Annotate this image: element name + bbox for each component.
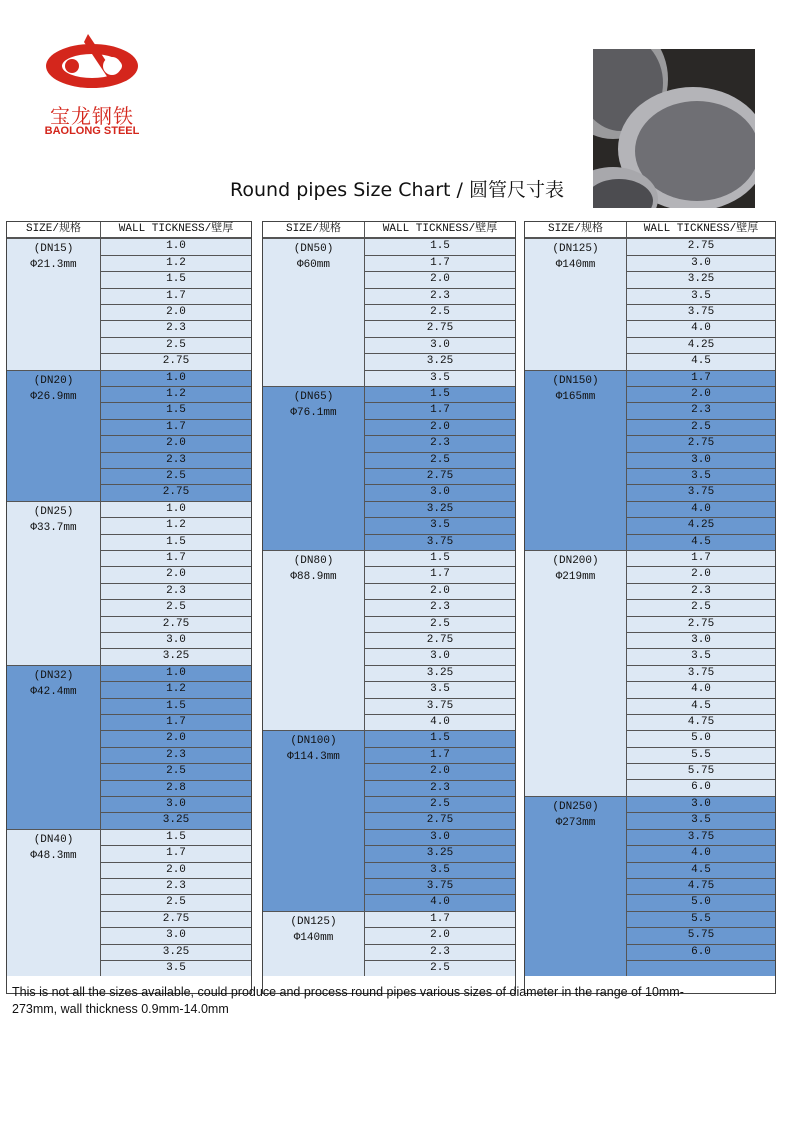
wall-thickness-cell: 5.5 [627,748,775,764]
wall-thickness-cell: 2.5 [101,600,251,616]
wall-thickness-cell: 3.0 [365,338,515,354]
logo-text-en: BAOLONG STEEL [44,125,140,137]
wall-thickness-cell: 1.5 [365,387,515,403]
wall-thickness-cell: 2.75 [627,436,775,452]
wall-list [627,371,775,550]
wall-thickness-cell: 2.75 [365,813,515,829]
wall-thickness-cell: 1.7 [101,420,251,436]
wall-thickness-cell: 1.7 [365,256,515,272]
size-dn: (DN200) [552,555,599,567]
wall-thickness-cell: 2.3 [627,584,775,600]
wall-thickness-cell: 3.75 [627,305,775,321]
wall-list [365,387,515,550]
header-size: SIZE/规格 [525,222,627,237]
size-dn: (DN250) [552,801,599,813]
wall-thickness-cell: 3.0 [101,633,251,649]
wall-thickness-cell: 5.75 [627,764,775,780]
wall-thickness-cell: 1.5 [101,403,251,419]
size-cell [263,239,365,386]
wall-thickness-cell: 4.25 [627,518,775,534]
wall-thickness-cell: 2.5 [365,797,515,813]
wall-thickness-cell: 3.5 [627,813,775,829]
wall-thickness-cell: 2.75 [627,239,775,255]
size-cell [525,551,627,796]
wall-list [627,239,775,369]
wall-thickness-cell: 2.3 [101,748,251,764]
size-od: Φ140mm [293,931,334,944]
wall-thickness-cell: 3.0 [365,485,515,501]
wall-thickness-cell: 2.5 [365,617,515,633]
wall-thickness-cell: 2.5 [365,305,515,321]
wall-thickness-cell: 3.0 [627,797,775,813]
size-dn: (DN40) [33,833,74,846]
size-od: Φ42.4mm [30,685,77,698]
size-od: Φ88.9mm [290,571,337,583]
size-group [7,370,251,501]
wall-thickness-cell: 2.3 [365,600,515,616]
size-od: Φ76.1mm [290,407,337,419]
wall-list [365,731,515,910]
wall-thickness-cell: 2.0 [627,387,775,403]
wall-thickness-cell: 2.0 [627,567,775,583]
wall-thickness-cell: 2.0 [365,420,515,436]
size-od: Φ219mm [555,571,596,583]
wall-list [101,239,251,369]
wall-thickness-cell: 3.25 [365,354,515,370]
size-table-1 [6,221,252,994]
wall-thickness-cell: 2.0 [101,567,251,583]
wall-thickness-cell: 4.0 [627,846,775,862]
wall-thickness-cell: 5.5 [627,912,775,928]
size-cell [263,387,365,550]
logo-text-cn: 宝龙钢铁 [50,104,134,128]
wall-thickness-cell: 3.5 [365,863,515,879]
size-dn: (DN80) [293,555,334,567]
wall-thickness-cell: 2.75 [101,912,251,928]
size-group [525,550,775,796]
size-od: Φ273mm [555,817,596,829]
wall-thickness-cell: 3.25 [627,272,775,288]
wall-thickness-cell: 2.0 [365,764,515,780]
wall-thickness-cell: 1.5 [365,551,515,567]
size-od: Φ60mm [296,259,330,272]
wall-thickness-cell: 2.5 [627,420,775,436]
size-cell [525,239,627,369]
wall-thickness-cell: 3.5 [430,371,450,384]
wall-thickness-cell: 4.5 [627,863,775,879]
size-group [263,386,515,550]
wall-thickness-cell: 2.75 [365,633,515,649]
size-cell [7,830,101,977]
size-od: Φ140mm [555,259,596,272]
size-od: Φ165mm [555,390,596,403]
size-od: Φ48.3mm [30,849,77,862]
wall-thickness-cell: 1.7 [627,371,775,387]
wall-thickness-cell: 4.5 [627,699,775,715]
size-group [7,665,251,829]
wall-list [627,551,775,796]
header-wall: WALL TICKNESS/壁厚 [118,223,234,235]
wall-thickness-cell: 2.3 [365,289,515,305]
wall-thickness-cell: 1.0 [101,371,251,387]
wall-thickness-cell: 2.75 [365,469,515,485]
wall-thickness-cell: 3.5 [365,518,515,534]
wall-thickness-cell: 2.0 [101,436,251,452]
wall-thickness-cell: 2.0 [365,584,515,600]
size-od: Φ26.9mm [30,390,77,403]
page-title: Round pipes Size Chart / 圆管尺寸表 [230,179,564,201]
size-cell [263,731,365,910]
wall-thickness-cell: 3.75 [627,666,775,682]
wall-list [627,797,775,976]
wall-thickness-cell: 2.3 [365,781,515,797]
wall-thickness-cell: 2.3 [365,436,515,452]
wall-thickness-cell: 1.7 [627,551,775,567]
size-group [7,238,251,369]
wall-thickness-cell: 2.0 [365,928,515,944]
size-dn: (DN125) [552,243,599,256]
wall-thickness-cell: 2.0 [101,863,251,879]
wall-thickness-cell: 6.0 [627,945,775,961]
wall-thickness-cell: 1.7 [101,289,251,305]
wall-thickness-cell: 2.5 [101,338,251,354]
size-dn: (DN20) [33,374,74,387]
wall-thickness-cell: 4.25 [627,338,775,354]
wall-thickness-cell: 3.5 [627,469,775,485]
wall-list [101,666,251,829]
wall-list [365,912,515,977]
wall-thickness-cell: 2.3 [101,584,251,600]
wall-thickness-cell: 2.3 [627,403,775,419]
size-cell [263,551,365,730]
size-group [7,501,251,665]
footnote: This is not all the sizes available, could produce and process round pipes various sizes of diameter in the range of 10mm-273mm, wall thickness 0.9mm-14.0mm [12,985,684,1016]
logo-mark-icon [28,20,156,100]
size-od: Φ33.7mm [30,521,77,534]
size-od: Φ21.3mm [30,259,77,272]
wall-thickness-cell: 4.0 [627,682,775,698]
wall-thickness-cell: 2.5 [101,469,251,485]
wall-thickness-cell: 2.75 [101,617,251,633]
size-cell [7,239,101,369]
wall-thickness-cell: 2.3 [365,945,515,961]
wall-thickness-cell: 5.0 [627,731,775,747]
wall-list [365,239,515,386]
wall-thickness-cell: 2.5 [101,764,251,780]
wall-thickness-cell: 3.75 [426,535,454,548]
wall-thickness-cell: 6.0 [691,781,711,794]
wall-thickness-cell: 1.5 [101,272,251,288]
wall-thickness-cell: 2.75 [365,321,515,337]
wall-thickness-cell: 4.5 [691,355,711,368]
size-dn: (DN150) [552,374,599,387]
wall-thickness-cell: 4.0 [430,896,450,909]
wall-thickness-cell: 1.2 [101,387,251,403]
size-group [525,370,775,550]
wall-thickness-cell: 4.75 [627,715,775,731]
wall-thickness-cell: 2.75 [627,617,775,633]
wall-thickness-cell: 3.25 [365,846,515,862]
wall-thickness-cell: 2.0 [365,272,515,288]
wall-thickness-cell: 4.0 [430,715,450,728]
wall-list [101,371,251,501]
size-dn: (DN100) [290,735,337,748]
wall-thickness-cell: 1.2 [101,256,251,272]
wall-thickness-cell: 2.75 [162,355,190,368]
wall-thickness-cell: 1.5 [101,699,251,715]
wall-thickness-cell: 2.75 [162,486,190,499]
wall-thickness-cell: 3.75 [627,830,775,846]
wall-thickness-cell: 1.2 [101,518,251,534]
size-group [263,238,515,386]
wall-thickness-cell: 5.0 [627,895,775,911]
wall-thickness-cell: 2.5 [627,600,775,616]
wall-thickness-cell: 2.5 [101,895,251,911]
wall-thickness-cell: 1.7 [101,551,251,567]
wall-thickness-cell: 1.5 [101,535,251,551]
size-dn: (DN65) [293,391,334,403]
size-od: Φ114.3mm [287,751,340,764]
size-cell [525,797,627,976]
wall-thickness-cell: 3.25 [162,650,190,663]
size-dn: (DN25) [33,505,74,518]
header-wall: WALL TICKNESS/壁厚 [382,223,498,235]
table-header [525,222,775,238]
wall-thickness-cell: 2.0 [101,731,251,747]
company-logo [28,20,156,148]
wall-thickness-cell: 2.5 [365,453,515,469]
size-group [525,796,775,976]
size-table-2 [262,221,516,994]
wall-thickness-cell: 4.75 [627,879,775,895]
table-header [263,222,515,238]
wall-thickness-cell: 3.25 [101,945,251,961]
wall-thickness-cell: 1.5 [365,239,515,255]
table-header [7,222,251,238]
wall-thickness-cell: 3.75 [365,699,515,715]
wall-thickness-cell: 4.0 [627,502,775,518]
wall-thickness-cell: 1.0 [101,239,251,255]
wall-thickness-cell: 3.75 [627,485,775,501]
wall-thickness-cell: 4.5 [691,535,711,548]
size-dn: (DN50) [293,243,334,256]
wall-thickness-cell: 1.0 [101,502,251,518]
wall-thickness-cell: 2.3 [101,321,251,337]
wall-thickness-cell: 3.5 [166,961,186,974]
wall-thickness-cell: 2.3 [101,879,251,895]
size-group [7,829,251,977]
wall-thickness-cell: 1.5 [101,830,251,846]
size-cell [525,371,627,550]
wall-list [365,551,515,730]
wall-thickness-cell: 3.0 [365,649,515,665]
wall-thickness-cell: 2.3 [101,453,251,469]
wall-thickness-cell: 3.0 [365,830,515,846]
size-cell [7,371,101,501]
wall-thickness-cell: 2.8 [101,781,251,797]
wall-thickness-cell: 3.75 [365,879,515,895]
size-group [263,730,515,910]
size-cell [7,502,101,665]
size-group [525,238,775,369]
size-group [263,911,515,977]
wall-thickness-cell: 1.2 [101,682,251,698]
wall-thickness-cell: 1.7 [365,567,515,583]
wall-thickness-cell: 3.0 [101,797,251,813]
wall-thickness-cell: 3.25 [365,502,515,518]
wall-thickness-cell [627,961,775,977]
wall-thickness-cell: 3.25 [365,666,515,682]
wall-thickness-cell: 1.5 [365,731,515,747]
wall-list [101,830,251,977]
wall-thickness-cell: 3.0 [101,928,251,944]
header-size: SIZE/规格 [7,222,101,237]
wall-thickness-cell: 3.0 [627,256,775,272]
size-dn: (DN15) [33,243,74,256]
size-dn: (DN125) [290,915,337,928]
wall-thickness-cell: 3.5 [365,682,515,698]
wall-thickness-cell: 1.7 [365,748,515,764]
size-table-3 [524,221,776,994]
wall-thickness-cell: 2.5 [430,961,450,974]
wall-thickness-cell: 1.7 [365,912,515,928]
size-cell [263,912,365,977]
wall-thickness-cell: 2.0 [101,305,251,321]
wall-thickness-cell: 3.0 [627,453,775,469]
size-dn: (DN32) [33,669,74,682]
size-cell [7,666,101,829]
header-wall: WALL TICKNESS/壁厚 [643,223,759,235]
wall-list [101,502,251,665]
wall-thickness-cell: 3.5 [627,649,775,665]
wall-thickness-cell: 4.0 [627,321,775,337]
wall-thickness-cell: 1.7 [101,715,251,731]
wall-thickness-cell: 1.7 [365,403,515,419]
wall-thickness-cell: 3.5 [627,289,775,305]
size-group [263,550,515,730]
wall-thickness-cell: 3.25 [162,814,190,827]
wall-thickness-cell: 5.75 [627,928,775,944]
wall-thickness-cell: 1.7 [101,846,251,862]
header-size: SIZE/规格 [263,222,365,237]
wall-thickness-cell: 3.0 [627,633,775,649]
wall-thickness-cell: 1.0 [101,666,251,682]
